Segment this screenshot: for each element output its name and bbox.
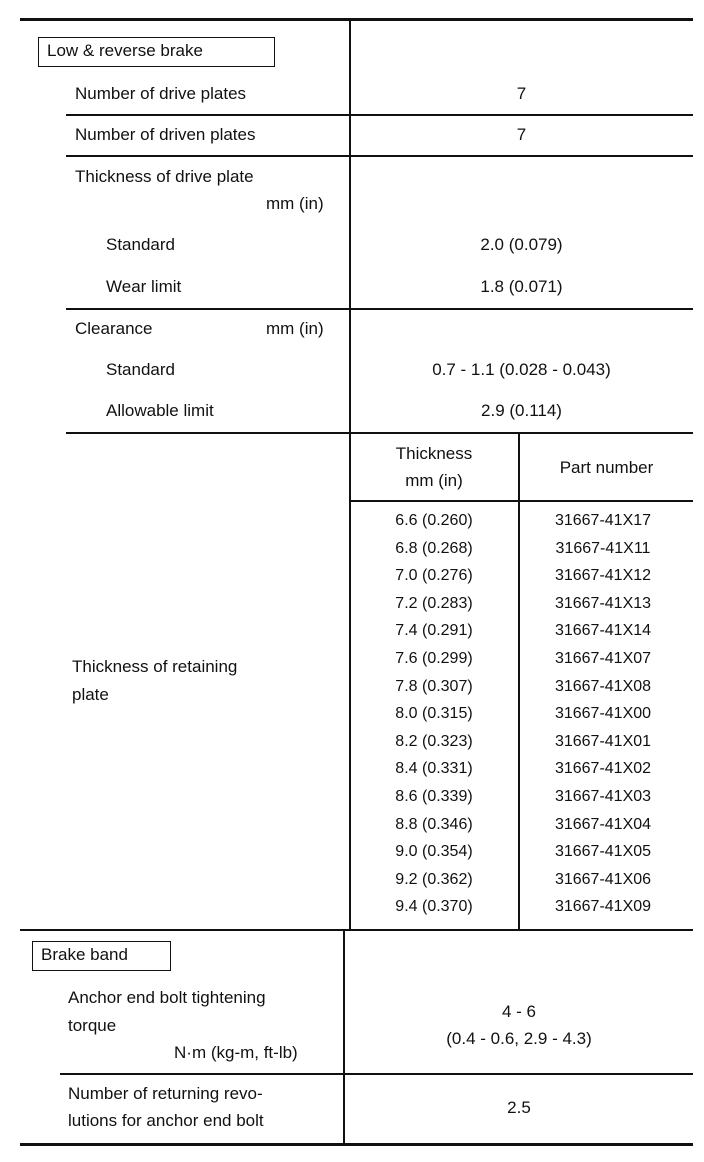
retaining-part-number-cell: 31667-41X03 <box>554 788 652 805</box>
retaining-column-divider <box>518 432 520 930</box>
retaining-part-number-cell: 31667-41X09 <box>554 898 652 915</box>
label-returning-revolutions-line1: Number of returning revo- <box>68 1084 263 1103</box>
row-rule <box>66 308 693 310</box>
retaining-part-number-cell: 31667-41X12 <box>554 567 652 584</box>
bottom-rule <box>20 1143 693 1146</box>
retaining-part-number-cell: 31667-41X08 <box>554 678 652 695</box>
retaining-part-number-cell: 31667-41X14 <box>554 622 652 639</box>
value-returning-revolutions: 2.5 <box>507 1098 531 1117</box>
label-clearance-standard: Standard <box>106 360 175 379</box>
retaining-thickness-cell: 8.6 (0.339) <box>395 788 473 805</box>
section-heading-low-reverse: Low & reverse brake <box>38 37 275 67</box>
retaining-thickness-cell: 8.8 (0.346) <box>395 816 473 833</box>
label-drive-wear-limit: Wear limit <box>106 277 182 296</box>
retaining-thickness-cell: 7.4 (0.291) <box>395 622 473 639</box>
value-clearance-standard: 0.7 - 1.1 (0.028 - 0.043) <box>432 360 611 379</box>
column-header-thickness-unit: mm (in) <box>405 471 463 490</box>
retaining-thickness-cell: 6.6 (0.260) <box>395 512 473 529</box>
retaining-thickness-cell: 8.2 (0.323) <box>395 733 473 750</box>
label-clearance-allowable: Allowable limit <box>106 401 214 420</box>
retaining-part-number-cell: 31667-41X02 <box>554 760 652 777</box>
value-drive-standard: 2.0 (0.079) <box>480 235 563 254</box>
retaining-part-number-cell: 31667-41X07 <box>554 650 652 667</box>
column-header-thickness: Thickness <box>395 444 473 463</box>
value-anchor-torque-line2: (0.4 - 0.6, 2.9 - 4.3) <box>446 1029 592 1048</box>
retaining-header-rule <box>349 500 693 502</box>
retaining-part-number-cell: 31667-41X06 <box>554 871 652 888</box>
unit-anchor-torque: N·m (kg-m, ft-lb) <box>174 1043 298 1062</box>
row-rule <box>66 432 693 434</box>
label-drive-plates: Number of drive plates <box>75 84 247 103</box>
label-returning-revolutions-line2: lutions for anchor end bolt <box>68 1111 264 1130</box>
value-driven-plates: 7 <box>516 125 527 144</box>
unit-drive-plate-thickness: mm (in) <box>266 194 324 213</box>
retaining-thickness-cell: 8.0 (0.315) <box>395 705 473 722</box>
label-driven-plates: Number of driven plates <box>75 125 256 144</box>
label-clearance: Clearance <box>75 319 153 338</box>
unit-clearance: mm (in) <box>266 319 324 338</box>
retaining-part-number-cell: 31667-41X00 <box>554 705 652 722</box>
retaining-thickness-cell: 7.8 (0.307) <box>395 678 473 695</box>
row-rule <box>60 1073 693 1075</box>
column-header-part-number: Part number <box>559 458 654 477</box>
retaining-part-number-cell: 31667-41X13 <box>554 595 652 612</box>
retaining-thickness-cell: 8.4 (0.331) <box>395 760 473 777</box>
label-drive-plate-thickness: Thickness of drive plate <box>75 167 254 186</box>
retaining-part-number-cell: 31667-41X17 <box>554 512 652 529</box>
label-retaining-plate-line1: Thickness of retaining <box>72 657 238 676</box>
retaining-thickness-cell: 7.2 (0.283) <box>395 595 473 612</box>
retaining-thickness-cell: 9.4 (0.370) <box>395 898 473 915</box>
section-heading-brake-band: Brake band <box>32 941 171 971</box>
label-drive-standard: Standard <box>106 235 175 254</box>
section-rule <box>20 929 693 931</box>
value-drive-wear-limit: 1.8 (0.071) <box>480 277 563 296</box>
retaining-thickness-cell: 7.6 (0.299) <box>395 650 473 667</box>
retaining-thickness-cell: 9.0 (0.354) <box>395 843 473 860</box>
row-rule <box>66 114 693 116</box>
value-anchor-torque-line1: 4 - 6 <box>501 1002 537 1021</box>
retaining-part-number-cell: 31667-41X01 <box>554 733 652 750</box>
label-anchor-torque-line1: Anchor end bolt tightening <box>68 988 266 1007</box>
retaining-part-number-cell: 31667-41X11 <box>555 540 651 557</box>
label-retaining-plate-line2: plate <box>72 685 109 704</box>
retaining-thickness-cell: 9.2 (0.362) <box>395 871 473 888</box>
retaining-thickness-cell: 6.8 (0.268) <box>395 540 473 557</box>
row-rule <box>66 155 693 157</box>
top-rule <box>20 18 693 21</box>
retaining-thickness-cell: 7.0 (0.276) <box>395 567 473 584</box>
retaining-part-number-cell: 31667-41X05 <box>554 843 652 860</box>
label-anchor-torque-line2: torque <box>68 1016 117 1035</box>
retaining-part-number-cell: 31667-41X04 <box>554 816 652 833</box>
value-drive-plates: 7 <box>516 84 527 103</box>
value-clearance-allowable: 2.9 (0.114) <box>481 401 562 420</box>
